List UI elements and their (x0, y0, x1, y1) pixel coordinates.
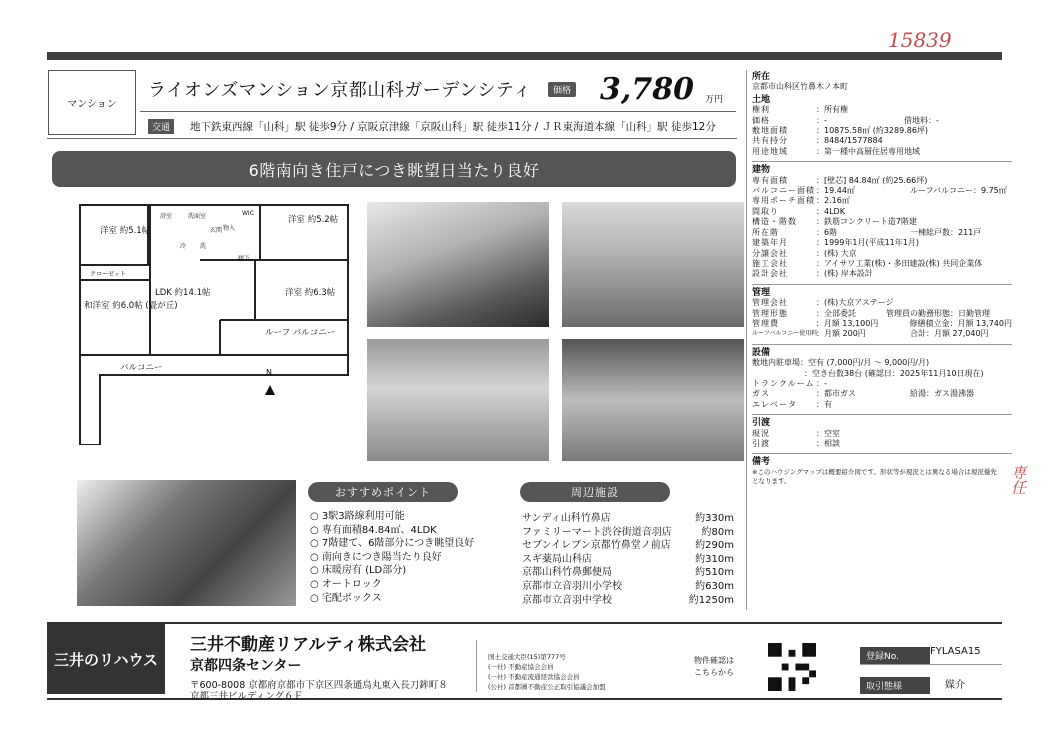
handover-key: 引渡 (752, 439, 770, 448)
list-item: ○ オートロック (310, 578, 382, 590)
management-heading: 管理 (752, 287, 771, 298)
parking: 敷地内駐車場：空有 (7,000円/月 ～ 9,000円/月) (752, 358, 930, 368)
transaction-type-label: 取引態様 (860, 677, 930, 694)
headline-banner: 6階南向き住戸につき眺望日当たり良好 (52, 151, 736, 187)
building-value: 鉄筋コンクリート造7階建 (824, 217, 917, 227)
building-key: 間取り (752, 206, 779, 216)
parking-availability: ：空き台数38台 (確認日：2025年11月10日現在) (804, 368, 984, 378)
land-row: 価格 ： - 借地料 ： - (752, 115, 939, 125)
building-row: 所在階 ： 6階 一棟総戸数：211戸 (752, 227, 982, 237)
building-key: 所在階 (752, 227, 779, 237)
points-list (310, 510, 474, 605)
land-value: - (824, 115, 827, 125)
land-row: 用途地域 ： 第一種中高層住居専用地域 (752, 146, 920, 156)
qr-code-icon[interactable] (768, 643, 816, 691)
room-label: クローゼット (90, 271, 126, 278)
photo-building (77, 480, 296, 606)
equipment-row: トランクルーム ： - (752, 378, 827, 388)
header-divider (140, 111, 736, 112)
land-price-label: 借地料 (904, 115, 928, 125)
room-label: 洋室 約5.1帖 (100, 226, 151, 236)
company-logo: 三井のリハウス (47, 624, 165, 694)
handover-value: 空室 (824, 428, 840, 438)
room-label: バルコニー (120, 363, 163, 373)
price-badge: 価格 (548, 82, 576, 97)
room-label: LDK 約14.1帖 (155, 288, 211, 298)
price-value: 3,780 (600, 72, 694, 107)
branch-name: 京都四条センター (190, 658, 302, 674)
building-value: [壁芯] 84.84㎡ (約25.66坪) (824, 175, 928, 185)
building-value: 4LDK (824, 206, 845, 216)
equipment-row: ガス ： 都市ガス 給湯：ガス湯沸器 (752, 389, 974, 399)
equipment-value: 都市ガス (824, 389, 856, 399)
equipment-value: 有 (824, 399, 832, 409)
nearby-list (522, 512, 734, 607)
handwritten-note: 専任 (1009, 465, 1027, 495)
registration-number: FYLASA15 (930, 646, 981, 657)
building-row: 間取り ： 4LDK (752, 206, 845, 216)
land-key: 共有持分 (752, 136, 788, 146)
floor-plan (60, 200, 360, 445)
land-value: 10875.58㎡ (約3289.86坪) (824, 126, 929, 136)
building-key: 建築年月 (752, 238, 788, 248)
company-name: 三井不動産リアルティ株式会社 (190, 635, 426, 655)
land-value: 所有権 (824, 105, 848, 115)
handwritten-number: 15839 (888, 28, 952, 52)
property-type-label: マンション (67, 99, 117, 110)
list-item: ○ 宅配ボックス (310, 592, 382, 604)
price-unit: 万円 (705, 95, 724, 105)
management-value: (株)大京アステージ (824, 298, 894, 308)
building-key: 設計会社 (752, 269, 788, 279)
management-row: 管理会社 ： (株)大京アステージ (752, 298, 894, 308)
total-units: 一棟総戸数：211戸 (910, 227, 982, 237)
management-value: 月額 13,100円 (823, 318, 879, 328)
room-label: 和洋室 約6.0帖 (畳が丘) (84, 301, 178, 311)
land-price-value: - (936, 115, 939, 125)
building-value: 19.44㎡ (824, 186, 855, 196)
land-row: 権利 ： 所有権 (752, 105, 848, 115)
building-key: 分譲会社 (752, 248, 788, 258)
list-item: ファミリーマート渋谷街道音羽店 約80m (522, 526, 734, 538)
license-info: 国土交通大臣(15)第777号 (一社) 不動産協会会員 (一社) 不動産流通経営協会会員 (公社) 首都圏不動産公正取引協議会加盟 (488, 653, 606, 691)
traffic-text: 地下鉄東西線「山科」駅 徒歩9分 / 京阪京津線「京阪山科」駅 徒歩11分 / ＪＲ東海道本線「山科」駅 徒歩12分 (190, 121, 716, 133)
building-key: 専用ポーチ面積 (752, 196, 815, 206)
land-row: 共有持分 ： 8484/1577884 (752, 136, 883, 146)
hot-water: 給湯：ガス湯沸器 (910, 389, 974, 399)
building-row: 専有面積 ： [壁芯] 84.84㎡ (約25.66坪) (752, 175, 928, 185)
building-row: 施工会社 ： アイサワ工業(株)・多田建設(株) 共同企業体 (752, 258, 983, 268)
management-key: ルーフバルコニー使用料 (752, 330, 818, 338)
total-fee: 合計：月額 27,040円 (910, 329, 989, 339)
building-row: 建築年月 ： 1999年1月(平成11年1月) (752, 238, 919, 248)
registration-label: 登録No. (860, 647, 930, 664)
handover-key: 現況 (752, 428, 770, 438)
equipment-key: エレベータ (752, 399, 797, 409)
handover-row: 現況 ： 空室 (752, 428, 840, 438)
land-value: 8484/1577884 (824, 136, 883, 146)
management-key: 管理費 (752, 318, 779, 328)
building-value: 1999年1月(平成11年1月) (824, 238, 919, 248)
handover-heading: 引渡 (752, 418, 771, 429)
room-label: 洋室 約6.3帖 (285, 288, 336, 298)
equipment-heading: 設備 (752, 347, 771, 358)
building-heading: 建物 (752, 165, 771, 176)
building-row: 設計会社 ： (株) 岸本設計 (752, 269, 873, 279)
location-heading: 所在 (752, 72, 771, 82)
equipment-row: エレベータ ： 有 (752, 399, 832, 409)
management-row: 管理費 ： 月額 13,100円 修繕積立金：月額 13,740円 (752, 318, 1012, 328)
photo-washroom (367, 339, 549, 461)
list-item: ○ 床暖房有 (LD部分) (310, 565, 407, 577)
management-key: 管理形態 (752, 308, 788, 318)
land-value: 第一種中高層住居専用地域 (824, 146, 920, 156)
list-item: ○ 7階建て、6階部分につき眺望良好 (310, 538, 475, 550)
equipment-key: トランクルーム (752, 378, 815, 388)
top-bar (47, 52, 1002, 60)
location-value: 京都市山科区竹鼻木ノ本町 (752, 82, 848, 92)
list-item: セブンイレブン京都竹鼻堂ノ前店 約290m (522, 540, 734, 552)
room-label: 玄関 (210, 227, 223, 234)
building-key: バルコニー面積 (752, 186, 815, 196)
photo-bathroom (562, 339, 744, 461)
room-label: 廊下 (238, 255, 251, 262)
building-row: 専用ポーチ面積 ： 2.16㎡ (752, 196, 850, 206)
room-label: 冷 (180, 243, 187, 250)
building-row: 構造・階数 ： 鉄筋コンクリート造7階建 (752, 217, 917, 227)
building-key: 施工会社 (752, 258, 788, 268)
land-row: 敷地面積 ： 10875.58㎡ (約3289.86坪) (752, 126, 929, 136)
room-label: 洗面室 (188, 213, 207, 220)
remarks-text: ※このハウジングマップは概要紹介図です。形状等が現況とは異なる場合は現況優先となります。 (752, 467, 997, 485)
handover-value: 相談 (824, 439, 840, 448)
transaction-type-value: 媒介 (945, 680, 965, 691)
building-row: 分譲会社 ： (株) 大京 (752, 248, 857, 258)
list-item: 京都市立音羽中学校 約1250m (522, 594, 734, 606)
photo-kitchen (367, 202, 549, 327)
room-label: 洋室 約5.2帖 (288, 215, 339, 225)
building-key: 専有面積 (752, 175, 788, 185)
list-item: 京都山科竹鼻郵便局 約510m (522, 567, 734, 579)
address-line-1: 〒600-8008 京都府京都市下京区四条通烏丸東入長刀鉾町８ (190, 680, 448, 691)
room-label: ルーフ バルコニー (265, 328, 336, 338)
room-label: 物入 (223, 225, 236, 232)
land-key: 権利 (752, 105, 770, 115)
compass-arrow-icon (265, 385, 275, 395)
building-value: (株) 岸本設計 (824, 269, 873, 279)
panel-divider (746, 70, 747, 610)
building-value: (株) 大京 (824, 248, 857, 258)
tag-divider (860, 664, 1002, 665)
list-item: 京都市立音羽川小学校 約630m (522, 580, 734, 592)
land-key: 敷地面積 (752, 126, 788, 136)
land-key: 価格 (752, 115, 770, 125)
traffic-divider (47, 138, 737, 139)
repair-fund: 修繕積立金：月額 13,740円 (909, 318, 1012, 328)
equipment-value: - (824, 378, 827, 388)
property-check-label: 物件確認は こちらから (694, 656, 734, 677)
compass-label: N (266, 368, 272, 377)
room-label: 浴室 (160, 213, 173, 220)
building-value: アイサワ工業(株)・多田建設(株) 共同企業体 (824, 258, 983, 268)
management-key: 管理会社 (752, 298, 788, 308)
land-heading: 土地 (752, 94, 771, 105)
room-label: WIC (242, 210, 254, 217)
building-row: バルコニー面積 ： 19.44㎡ ルーフバルコニー：9.75㎡ (752, 186, 1007, 196)
building-value: 2.16㎡ (824, 196, 850, 206)
list-item: ○ 専有面積84.84㎡、4LDK (310, 524, 437, 536)
remarks-heading: 備考 (752, 457, 771, 468)
building-value: 6階 (824, 227, 838, 237)
details-panel (752, 70, 1012, 486)
address-line-2: 京都三井ビルディング６Ｆ (190, 691, 304, 702)
traffic-badge: 交通 (148, 119, 174, 134)
photo-toilet (562, 202, 744, 327)
list-item: サンディ山科竹鼻店 約330m (522, 513, 734, 524)
nearby-heading: 周辺施設 (520, 482, 670, 502)
management-row: 管理形態 ： 全部委託 管理員の勤務形態：日勤管理 (752, 308, 990, 318)
management-value: 全部委託 (824, 308, 856, 318)
list-item: ○ 南向きにつき陽当たり良好 (310, 551, 442, 563)
building-key: 構造・階数 (752, 217, 797, 227)
land-key: 用途地域 (752, 146, 788, 156)
management-style: 管理員の勤務形態：日勤管理 (886, 308, 990, 318)
property-title: ライオンズマンション京都山科ガーデンシティ (148, 80, 532, 101)
list-item: スギ薬局山科店 約310m (522, 553, 734, 565)
room-label: 洗 (200, 243, 207, 250)
property-type-box (48, 70, 136, 135)
roof-balcony-area: ルーフバルコニー：9.75㎡ (910, 186, 1007, 196)
points-heading: おすすめポイント (308, 482, 458, 502)
handover-row: 引渡 ： 相談 (752, 439, 840, 448)
management-row: ルーフバルコニー使用料 ： 月額 200円 合計：月額 27,040円 (752, 329, 989, 339)
management-value: 月額 200円 (824, 329, 866, 339)
list-item: ○ 3駅3路線利用可能 (310, 511, 405, 522)
footer-divider (476, 640, 477, 692)
equipment-key: ガス (752, 389, 770, 399)
